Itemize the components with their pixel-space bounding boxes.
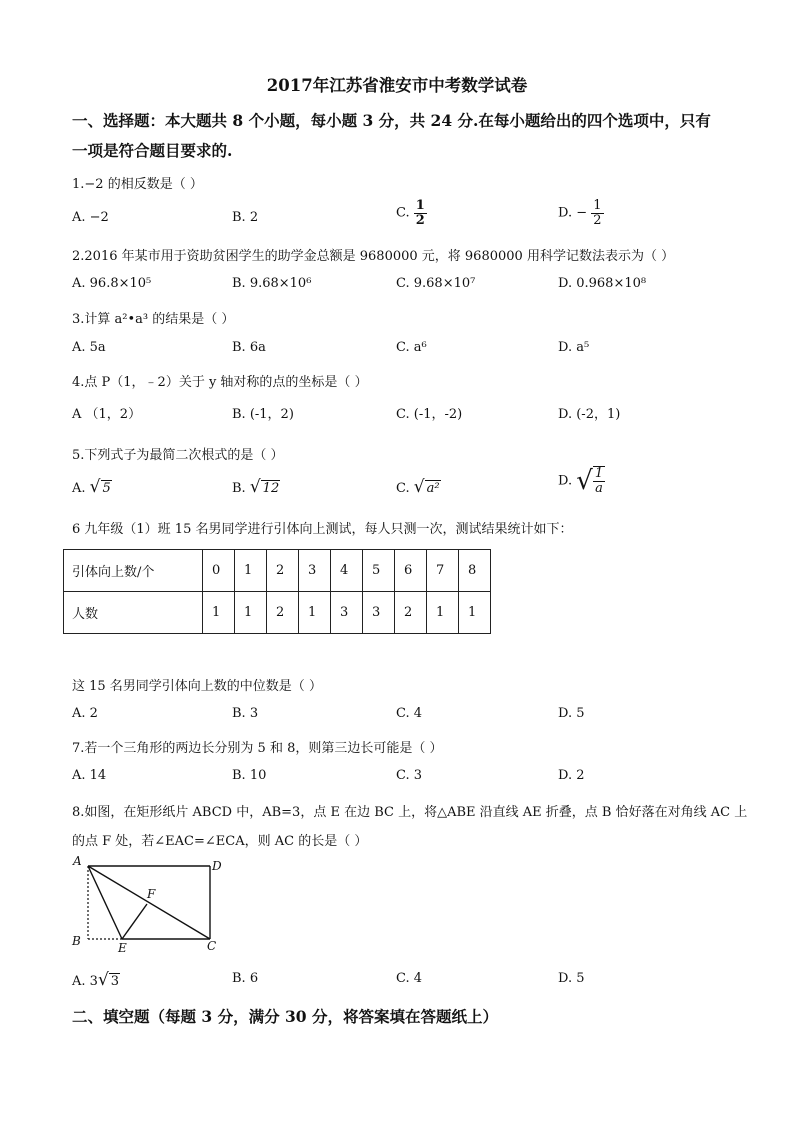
- option-d-label: D.: [558, 473, 573, 489]
- table-row-label: 人数: [64, 592, 203, 634]
- fraction-numerator: 1: [594, 466, 604, 482]
- table-row-label: 引体向上数/个: [64, 550, 203, 592]
- vertex-label-d: D: [212, 859, 222, 873]
- table-cell: 7: [427, 550, 459, 592]
- table-cell: 3: [363, 592, 395, 634]
- fraction: [591, 199, 603, 227]
- question-2-option-c: C. 9.68×10⁷: [396, 276, 476, 291]
- radical-sign-icon: √: [249, 477, 261, 497]
- table-cell: 4: [331, 550, 363, 592]
- table-cell: 2: [395, 592, 427, 634]
- fraction: [414, 199, 427, 227]
- square-root: [576, 466, 605, 496]
- question-5-option-b: [232, 477, 280, 497]
- radical-sign-icon: √: [97, 970, 109, 990]
- pull-up-stats-table: [63, 549, 491, 634]
- option-b-label: B.: [232, 481, 246, 496]
- radical-sign-icon: √: [413, 477, 425, 497]
- question-6-option-a: A. 2: [72, 706, 98, 721]
- question-7-option-c: C. 3: [396, 768, 423, 783]
- section-1-heading-line1: 一、选择题：本大题共 8 个小题，每小题 3 分，共 24 分.在每小题给出的四个选项中，只有: [72, 111, 711, 130]
- question-6-option-c: C. 4: [396, 706, 423, 721]
- question-4-option-b: B. (-1，2): [232, 407, 294, 422]
- question-2-option-b: B. 9.68×10⁶: [232, 276, 312, 291]
- coefficient: 3: [89, 974, 98, 989]
- question-1-option-a: A. −2: [72, 210, 109, 225]
- radical-sign-icon: √: [89, 477, 101, 497]
- question-6-option-b: B. 3: [232, 706, 259, 721]
- question-3-option-d: D. a⁵: [558, 340, 590, 355]
- table-cell: 1: [203, 592, 235, 634]
- question-1-text: 1.−2 的相反数是（ ）: [72, 177, 203, 192]
- question-2-text: 2.2016 年某市用于资助贫困学生的助学金总额是 9680000 元，将 9680000 用科学记数法表示为（ ）: [72, 249, 675, 264]
- page-title: 2017年江苏省淮安市中考数学试卷: [266, 76, 528, 95]
- section-1-heading-line2: 一项是符合题目要求的.: [72, 141, 233, 160]
- question-2-option-d: D. 0.968×10⁸: [558, 276, 647, 291]
- question-3-option-c: C. a⁶: [396, 340, 427, 355]
- fraction-denominator: 2: [593, 212, 602, 228]
- table-cell: 3: [299, 550, 331, 592]
- fraction-numerator: 1: [593, 198, 602, 213]
- question-1-option-c: [396, 199, 427, 227]
- question-7-option-a: A. 14: [72, 768, 107, 783]
- table-cell: 1: [299, 592, 331, 634]
- table-cell: 3: [331, 592, 363, 634]
- question-8-option-b: B. 6: [232, 971, 259, 986]
- question-6-prompt: 这 15 名男同学引体向上数的中位数是（ ）: [72, 679, 322, 694]
- vertex-label-c: C: [207, 939, 217, 953]
- question-7-option-d: D. 2: [558, 768, 585, 783]
- question-8-option-a: [72, 970, 120, 990]
- option-c-label: C.: [396, 205, 410, 221]
- table-cell: 6: [395, 550, 427, 592]
- question-5-option-c: [396, 477, 441, 497]
- option-c-label: C.: [396, 481, 410, 496]
- question-8-option-d: D. 5: [558, 971, 585, 986]
- question-1-option-b: B. 2: [232, 210, 259, 225]
- table-cell: 8: [459, 550, 491, 592]
- option-a-label: A.: [72, 974, 86, 989]
- square-root: [414, 477, 441, 497]
- question-5-option-d: [558, 466, 605, 496]
- question-5-text: 5.下列式子为最简二次根式的是（ ）: [72, 448, 284, 463]
- vertex-label-f: F: [147, 887, 156, 901]
- question-3-option-a: A. 5a: [72, 340, 106, 355]
- question-4-option-d: D. (-2，1): [558, 407, 621, 422]
- question-7-text: 7.若一个三角形的两边长分别为 5 和 8，则第三边长可能是（ ）: [72, 741, 443, 756]
- vertex-label-e: E: [118, 941, 127, 955]
- radicand: 5: [102, 481, 111, 496]
- table-cell: 2: [267, 592, 299, 634]
- radicand: 3: [110, 974, 120, 989]
- minus-sign: −: [576, 205, 588, 221]
- square-root: [90, 477, 112, 497]
- question-8-option-c: C. 4: [396, 971, 423, 986]
- option-a-label: A.: [72, 481, 86, 496]
- vertex-label-a: A: [73, 854, 82, 868]
- question-4-option-c: C. (-1，-2): [396, 407, 463, 422]
- option-d-label: D.: [558, 205, 573, 221]
- fraction-numerator: 1: [415, 198, 425, 213]
- table-row: [64, 550, 491, 592]
- section-2-heading: 二、填空题（每题 3 分，满分 30 分，将答案填在答题纸上）: [72, 1007, 498, 1026]
- question-8-text-line1: 8.如图，在矩形纸片 ABCD 中，AB=3，点 E 在边 BC 上，将△ABE 沿直线 AE 折叠，点 B 恰好落在对角线 AC 上: [72, 805, 748, 820]
- fraction-denominator: a: [595, 481, 603, 496]
- question-1-option-d: [558, 199, 604, 227]
- radicand: a²: [426, 481, 440, 496]
- table-cell: 5: [363, 550, 395, 592]
- fraction-denominator: 2: [415, 212, 425, 228]
- table-cell: 1: [427, 592, 459, 634]
- vertex-label-b: B: [72, 934, 81, 948]
- table-row: [64, 592, 491, 634]
- rectangle-fold-figure: [60, 852, 230, 957]
- radicand: 12: [262, 481, 280, 496]
- radical-sign-icon: √: [576, 466, 593, 496]
- table-cell: 1: [459, 592, 491, 634]
- question-2-option-a: A. 96.8×10⁵: [72, 276, 152, 291]
- question-3-text: 3.计算 a²•a³ 的结果是（ ）: [72, 312, 235, 327]
- fraction: [593, 466, 605, 495]
- question-5-option-a: [72, 477, 112, 497]
- table-cell: 1: [235, 550, 267, 592]
- question-6-option-d: D. 5: [558, 706, 585, 721]
- table-cell: 0: [203, 550, 235, 592]
- square-root: [98, 970, 120, 990]
- table-cell: 2: [267, 550, 299, 592]
- square-root: [250, 477, 280, 497]
- question-3-option-b: B. 6a: [232, 340, 266, 355]
- question-6-text: 6 九年级（1）班 15 名男同学进行引体向上测试，每人只测一次，测试结果统计如下：: [72, 522, 573, 537]
- question-7-option-b: B. 10: [232, 768, 267, 783]
- question-8-text-line2: 的点 F 处，若∠EAC=∠ECA，则 AC 的长是（ ）: [72, 834, 368, 849]
- question-4-option-a: A （1，2）: [72, 407, 142, 422]
- table-cell: 1: [235, 592, 267, 634]
- question-4-text: 4.点 P（1，﹣2）关于 y 轴对称的点的坐标是（ ）: [72, 375, 368, 390]
